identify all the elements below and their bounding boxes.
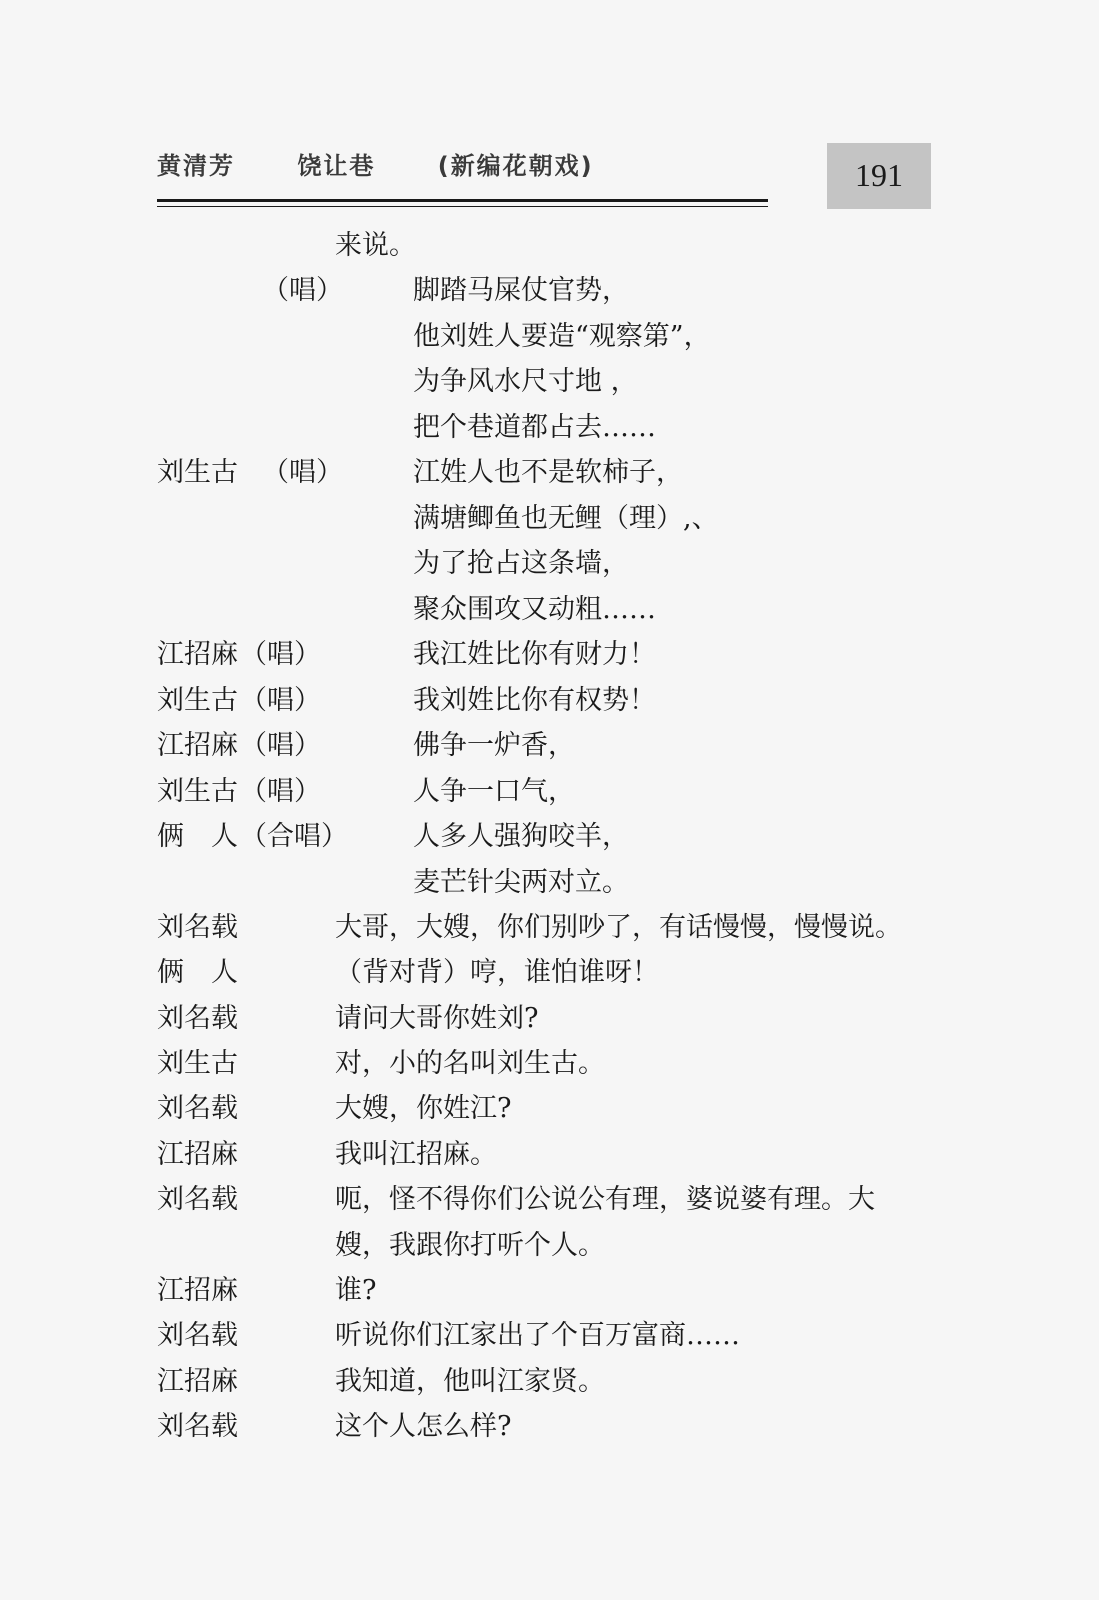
script-line (0, 544, 1099, 584)
dialogue-text: 我叫江招麻。 (335, 1139, 497, 1170)
speaker-name: 俩 人 (157, 821, 238, 852)
dialogue-text: 为争风水尺寸地 ， (413, 366, 638, 397)
script-line (0, 908, 1099, 948)
script-line (0, 1271, 1099, 1311)
speaker-name: 刘生古 (157, 776, 238, 807)
speaker-name: 刘生古 (157, 1048, 238, 1079)
script-line (0, 408, 1099, 448)
dialogue-text: 脚踏马屎仗官势， (413, 275, 629, 306)
performance-tag: （合唱） (240, 821, 348, 852)
dialogue-text: （背对背）哼，谁怕谁呀！ (335, 957, 659, 988)
script-line (0, 453, 1099, 493)
script-line (0, 772, 1099, 812)
dialogue-text: 人争一口气， (413, 776, 575, 807)
script-line (0, 817, 1099, 857)
dialogue-text: 佛争一炉香， (413, 730, 575, 761)
dialogue-text: 听说你们江家出了个百万富商…… (335, 1320, 740, 1351)
script-line (0, 635, 1099, 675)
speaker-name: 江招麻 (157, 730, 238, 761)
dialogue-text: 嫂，我跟你打听个人。 (335, 1230, 605, 1261)
speaker-name: 刘生古 (157, 685, 238, 716)
script-line (0, 1226, 1099, 1266)
script-line (0, 271, 1099, 311)
script-line (0, 1316, 1099, 1356)
script-line (0, 1044, 1099, 1084)
speaker-name: 俩 人 (157, 957, 238, 988)
performance-tag: （唱） (240, 776, 321, 807)
running-header (157, 146, 594, 181)
speaker-name: 江招麻 (157, 1366, 238, 1397)
page-number-box (827, 143, 931, 209)
speaker-name: 江招麻 (157, 639, 238, 670)
script-line (0, 362, 1099, 402)
dialogue-text: 聚众围攻又动粗…… (413, 594, 656, 625)
dialogue-text: 满塘鲫鱼也无鲤（理）,、 (413, 503, 719, 534)
dialogue-text: 为了抢占这条墙， (413, 548, 629, 579)
script-line (0, 1089, 1099, 1129)
script-line (0, 999, 1099, 1039)
dialogue-text: 把个巷道都占去…… (413, 412, 656, 443)
speaker-name: 江招麻 (157, 1139, 238, 1170)
header-volume: 饶让巷 (297, 152, 376, 180)
page-number: 191 (855, 157, 903, 193)
performance-tag: （唱） (262, 275, 343, 306)
header-rule-thick (157, 199, 768, 202)
script-line (0, 590, 1099, 630)
speaker-name: 刘名载 (157, 1320, 238, 1351)
speaker-name: 刘名载 (157, 1184, 238, 1215)
dialogue-text: 呃，怪不得你们公说公有理，婆说婆有理。大 (335, 1184, 875, 1215)
dialogue-text: 请问大哥你姓刘? (335, 1003, 539, 1034)
header-genre: (新编花朝戏) (437, 152, 594, 180)
script-line (0, 1362, 1099, 1402)
dialogue-text: 这个人怎么样? (335, 1411, 512, 1442)
script-line (0, 1407, 1099, 1447)
dialogue-text: 人多人强狗咬羊， (413, 821, 629, 852)
dialogue-text: 对，小的名叫刘生古。 (335, 1048, 605, 1079)
speaker-name: 刘名载 (157, 1003, 238, 1034)
performance-tag: （唱） (240, 730, 321, 761)
speaker-name: 刘名载 (157, 1093, 238, 1124)
speaker-name: 江招麻 (157, 1275, 238, 1306)
performance-tag: （唱） (240, 639, 321, 670)
script-line (0, 1135, 1099, 1175)
speaker-name: 刘名载 (157, 912, 238, 943)
speaker-name: 刘名载 (157, 1411, 238, 1442)
dialogue-text: 大嫂，你姓江? (335, 1093, 512, 1124)
dialogue-text: 麦芒针尖两对立。 (413, 867, 629, 898)
dialogue-text: 他刘姓人要造“观察第”， (413, 321, 711, 352)
dialogue-text: 来说。 (335, 230, 416, 261)
dialogue-text: 我刘姓比你有权势！ (413, 685, 656, 716)
script-line (0, 953, 1099, 993)
script-line (0, 317, 1099, 357)
script-line (0, 681, 1099, 721)
header-author: 黄清芳 (157, 152, 235, 180)
script-line (0, 863, 1099, 903)
dialogue-text: 大哥，大嫂，你们别吵了，有话慢慢，慢慢说。 (335, 912, 902, 943)
script-line (0, 1180, 1099, 1220)
performance-tag: （唱） (262, 457, 343, 488)
header-rule-thin (157, 206, 768, 207)
dialogue-text: 谁? (335, 1275, 377, 1306)
script-line (0, 726, 1099, 766)
dialogue-text: 我江姓比你有财力！ (413, 639, 656, 670)
dialogue-text: 江姓人也不是软柿子， (413, 457, 683, 488)
performance-tag: （唱） (240, 685, 321, 716)
script-line (0, 226, 1099, 266)
script-line (0, 499, 1099, 539)
dialogue-text: 我知道，他叫江家贤。 (335, 1366, 605, 1397)
speaker-name: 刘生古 (157, 457, 238, 488)
